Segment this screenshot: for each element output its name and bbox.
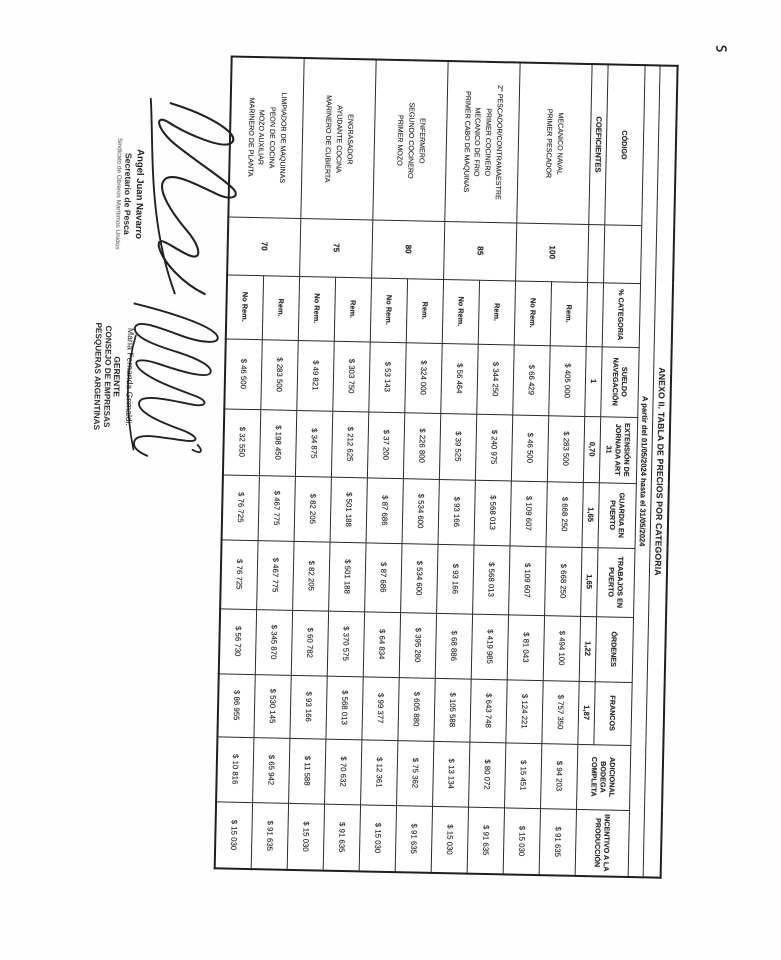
value-cell: $ 93 166 bbox=[438, 479, 475, 545]
value-cell: $ 91 635 bbox=[395, 805, 432, 873]
value-cell: $ 91 635 bbox=[323, 804, 360, 872]
coef-francos: 1,87 bbox=[578, 681, 595, 744]
value-cell: $ 212 625 bbox=[331, 411, 368, 478]
value-cell: $ 86 955 bbox=[217, 673, 255, 737]
value-cell: $ 105 588 bbox=[434, 678, 471, 742]
signer-org: Sindicato de Obreros Marítimos Unidos bbox=[114, 137, 124, 250]
coef-ordenes: 1,22 bbox=[579, 616, 596, 681]
code-cell: 85 bbox=[444, 221, 517, 280]
value-cell: $ 109 607 bbox=[510, 480, 547, 546]
value-cell: $ 467 775 bbox=[258, 475, 295, 541]
value-cell: $ 93 166 bbox=[290, 675, 327, 739]
value-cell: $ 82 205 bbox=[293, 541, 330, 611]
value-cell: $ 39 525 bbox=[439, 413, 476, 480]
coef-trabajos: 1,65 bbox=[581, 547, 598, 616]
coef-extension: 0,70 bbox=[583, 416, 600, 482]
value-cell: $ 91 635 bbox=[539, 808, 576, 876]
value-cell: $ 15 451 bbox=[505, 742, 542, 808]
signature-stroke-left bbox=[143, 94, 245, 296]
rem-label: Rem. bbox=[406, 278, 443, 343]
value-cell: $ 568 013 bbox=[474, 480, 511, 546]
value-cell: $ 568 013 bbox=[473, 545, 510, 615]
value-cell: $ 56 464 bbox=[441, 343, 478, 414]
rem-label: Rem. bbox=[262, 275, 299, 340]
header-codigo: CÓDIGO bbox=[605, 64, 645, 225]
rem-label: Rem. bbox=[550, 281, 587, 346]
value-cell: $ 643 748 bbox=[470, 679, 507, 743]
value-cell: $ 80 072 bbox=[469, 742, 506, 808]
coef-blank bbox=[586, 282, 603, 346]
table-title: ANEXO II. TABLA DE PRECIOS POR CATEGORIA bbox=[643, 65, 678, 877]
coeficientes-label: COEFICIENTES bbox=[589, 64, 608, 224]
code-cell: 100 bbox=[516, 223, 589, 282]
value-cell: $ 15 030 bbox=[431, 806, 468, 874]
value-cell: $ 15 030 bbox=[215, 801, 253, 869]
value-cell: $ 405 000 bbox=[549, 345, 586, 416]
value-cell: $ 419 985 bbox=[471, 614, 508, 680]
value-cell: $ 494 100 bbox=[543, 615, 580, 681]
header-incentivo: INCENTIVO A LA PRODUCCIÓN bbox=[575, 809, 629, 877]
value-cell: $ 87 686 bbox=[365, 542, 402, 612]
value-cell: $ 324 000 bbox=[405, 342, 442, 413]
value-cell: $ 198 450 bbox=[259, 409, 296, 476]
ink-mark bbox=[714, 43, 728, 55]
names-cell: LIMPIADOR DE MAQUINAS PEON DE COCINA MOZO AUXILIAR MARINERO DE PLANTA bbox=[228, 57, 304, 218]
no-rem-label: No Rem. bbox=[514, 281, 551, 346]
coef-sueldo: 1 bbox=[585, 346, 602, 416]
rem-label: Rem. bbox=[478, 280, 515, 345]
value-cell: $ 530 145 bbox=[254, 674, 291, 738]
header-guardia: GUARDIA EN PUERTO bbox=[598, 482, 636, 548]
value-cell: $ 53 143 bbox=[369, 341, 406, 412]
table-subtitle: A partir del 01/05/2024 hasta el 31/05/2024 bbox=[628, 65, 660, 877]
value-cell: $ 60 782 bbox=[291, 610, 328, 676]
value-cell: $ 757 350 bbox=[542, 680, 579, 744]
value-cell: $ 65 942 bbox=[253, 737, 290, 803]
value-cell: $ 467 775 bbox=[257, 540, 294, 610]
value-cell: $ 240 975 bbox=[475, 414, 512, 481]
signature-block-right bbox=[89, 274, 227, 482]
value-cell: $ 91 635 bbox=[467, 807, 504, 875]
value-cell: $ 64 834 bbox=[363, 611, 400, 677]
header-adicional: ADICIONAL BODEGA COMPLETA bbox=[577, 744, 631, 810]
value-cell: $ 66 429 bbox=[513, 344, 550, 415]
value-cell: $ 303 750 bbox=[333, 341, 370, 412]
no-rem-label: No Rem. bbox=[298, 276, 335, 341]
value-cell: $ 11 588 bbox=[289, 738, 326, 804]
value-cell: $ 46 500 bbox=[224, 338, 262, 409]
value-cell: $ 109 607 bbox=[509, 545, 546, 615]
value-cell: $ 124 221 bbox=[506, 679, 543, 743]
signer-role: GERENTE bbox=[111, 356, 123, 398]
price-table bbox=[214, 55, 679, 878]
value-cell: $ 93 166 bbox=[437, 544, 474, 614]
header-extension: EXTENSIÓN DE JORNADA ART 31 bbox=[599, 416, 637, 483]
value-cell: $ 76 725 bbox=[220, 539, 258, 609]
value-cell: $ 75 362 bbox=[397, 740, 434, 806]
value-cell: $ 32 550 bbox=[223, 408, 261, 475]
code-cell: 75 bbox=[300, 218, 373, 277]
value-cell: $ 46 500 bbox=[511, 414, 548, 481]
names-cell: ENGRASADOR AYUDANTE COCINA MARINERO DE CUBIERTA bbox=[301, 58, 376, 219]
code-cell: 80 bbox=[372, 219, 445, 278]
names-cell: 2° PESCADOR/CONTRAMAESTRE PRIMER COCINERO MECANICO DE FRIO PRIMER CABO DE MAQUINAS bbox=[445, 61, 520, 222]
value-cell: $ 345 870 bbox=[255, 609, 292, 675]
header-blank bbox=[604, 224, 642, 283]
value-cell: $ 10 816 bbox=[216, 736, 254, 802]
value-cell: $ 87 686 bbox=[366, 477, 403, 543]
value-cell: $ 81 043 bbox=[507, 614, 544, 680]
rem-label: Rem. bbox=[334, 277, 371, 342]
signer-name: Angel Juan Navarro bbox=[132, 149, 146, 240]
value-cell: $ 99 377 bbox=[362, 676, 399, 740]
no-rem-label: No Rem. bbox=[226, 274, 264, 339]
value-cell: $ 94 203 bbox=[541, 743, 578, 809]
value-cell: $ 226 800 bbox=[403, 412, 440, 479]
signature-block-left bbox=[112, 86, 245, 304]
names-cell: MECANICO NAVAL PRIMER PESCADOR bbox=[517, 63, 592, 224]
value-cell: $ 70 632 bbox=[325, 739, 362, 805]
signer-org-line2: PESQUERAS ARGENTINAS bbox=[91, 322, 103, 431]
value-cell: $ 13 134 bbox=[433, 741, 470, 807]
names-cell: ENFERMERO SEGUNDO COCINERO PRIMER MOZO bbox=[373, 60, 448, 221]
header-categoria: % CATEGORIA bbox=[602, 282, 640, 347]
value-cell: $ 15 030 bbox=[503, 807, 540, 875]
value-cell: $ 15 030 bbox=[359, 804, 396, 872]
value-cell: $ 15 030 bbox=[287, 803, 324, 871]
code-cell: 70 bbox=[227, 216, 301, 276]
value-cell: $ 76 725 bbox=[222, 474, 260, 540]
value-cell: $ 395 280 bbox=[399, 612, 436, 678]
header-sueldo: SUELDO NAVEGACIÓN bbox=[601, 346, 639, 417]
value-cell: $ 283 500 bbox=[261, 339, 298, 410]
value-cell: $ 534 600 bbox=[401, 543, 438, 613]
value-cell: $ 568 013 bbox=[326, 676, 363, 740]
value-cell: $ 370 575 bbox=[327, 611, 364, 677]
value-cell: $ 56 730 bbox=[219, 608, 257, 674]
signer-name: María Fernanda Grimaldi. bbox=[123, 327, 136, 426]
no-rem-label: No Rem. bbox=[370, 277, 407, 342]
signer-role: Secretario de Pesca bbox=[122, 152, 134, 235]
value-cell: $ 605 880 bbox=[398, 677, 435, 741]
coef-blank bbox=[588, 224, 605, 282]
value-cell: $ 12 361 bbox=[361, 739, 398, 805]
value-cell: $ 534 600 bbox=[402, 478, 439, 544]
coef-guardia: 1,65 bbox=[582, 482, 599, 547]
header-francos: FRANCOS bbox=[594, 681, 632, 745]
value-cell: $ 501 188 bbox=[330, 477, 367, 543]
value-cell: $ 82 205 bbox=[294, 476, 331, 542]
value-cell: $ 34 875 bbox=[295, 410, 332, 477]
value-cell: $ 91 635 bbox=[251, 802, 288, 870]
value-cell: $ 668 250 bbox=[545, 546, 582, 616]
value-cell: $ 68 886 bbox=[435, 613, 472, 679]
header-trabajos: TRABAJOS EN PUERTO bbox=[597, 547, 635, 617]
value-cell: $ 668 250 bbox=[546, 481, 583, 547]
value-cell: $ 344 250 bbox=[477, 344, 514, 415]
header-ordenes: ÓRDENES bbox=[595, 616, 633, 682]
no-rem-label: No Rem. bbox=[442, 279, 479, 344]
value-cell: $ 283 500 bbox=[547, 415, 584, 482]
signer-org-line1: CONSEJO DE EMPRESAS bbox=[101, 325, 113, 428]
value-cell: $ 37 200 bbox=[367, 411, 404, 478]
value-cell: $ 49 821 bbox=[297, 340, 334, 411]
value-cell: $ 501 188 bbox=[329, 542, 366, 612]
